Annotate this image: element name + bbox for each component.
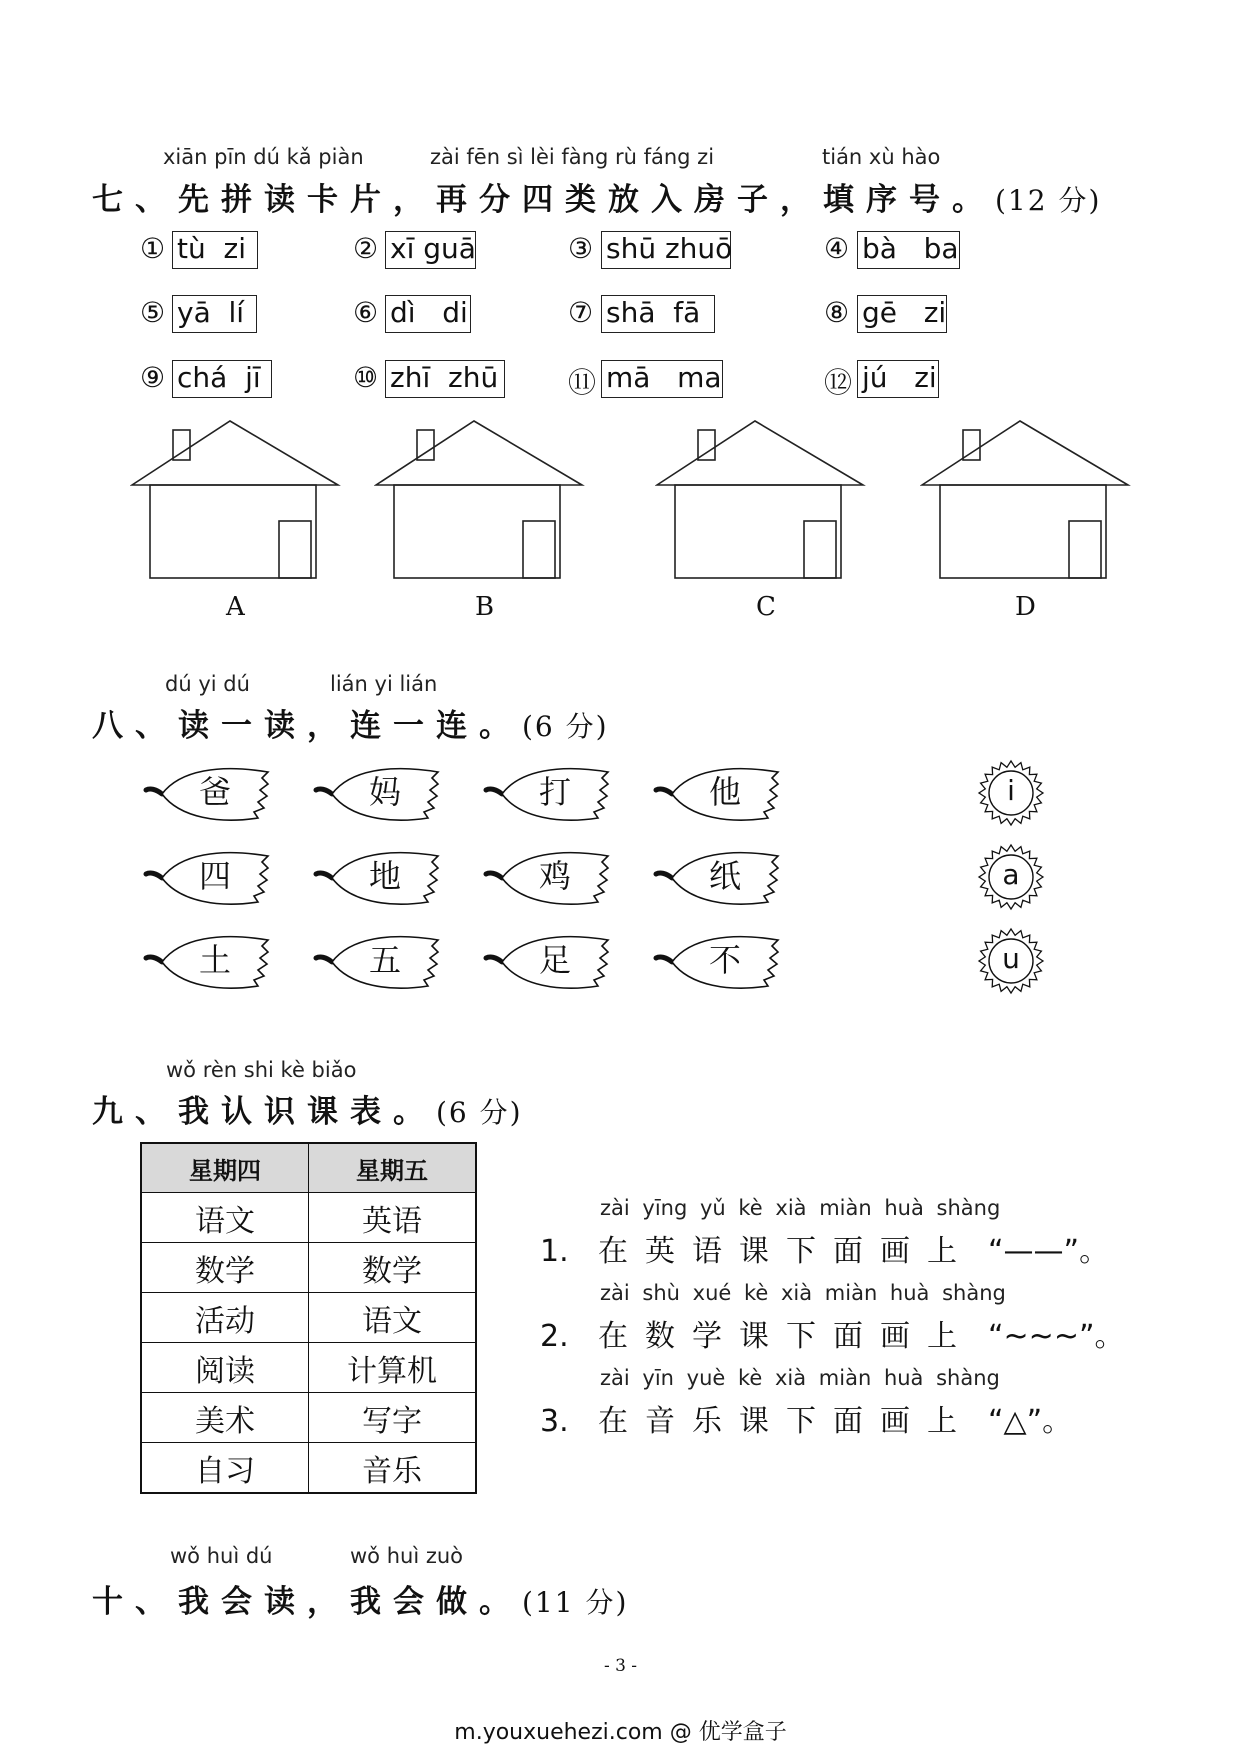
section10-title: [92, 1576, 628, 1621]
house-b-drawing: [374, 415, 594, 585]
leaf-character: 妈: [368, 773, 401, 811]
leaf-character: 打: [538, 773, 571, 811]
card-number: ①: [140, 232, 166, 265]
question-number: 1.: [540, 1234, 569, 1269]
section9-title-text: 九、我认识课表。: [92, 1094, 436, 1130]
sun-label: i: [1007, 774, 1015, 807]
column-header: 星期五: [309, 1143, 477, 1193]
question-number: 3.: [540, 1404, 569, 1439]
card-number: ⑥: [353, 296, 379, 329]
table-cell[interactable]: 语文: [309, 1293, 477, 1343]
card-number: ⑫: [824, 366, 853, 399]
leaf-card[interactable]: [650, 930, 785, 994]
leaf-character: 爸: [198, 773, 231, 811]
column-header: 星期四: [141, 1143, 309, 1193]
section8-title: [92, 700, 609, 745]
leaf-card[interactable]: [650, 762, 785, 826]
question-text: 在音乐课下面画上: [598, 1404, 974, 1439]
question-2: [540, 1311, 1125, 1355]
leaf-card[interactable]: [140, 846, 275, 910]
sun-u[interactable]: [977, 927, 1045, 995]
pinyin-card: shū zhuō: [601, 231, 731, 269]
house-label-d: D: [1015, 592, 1036, 622]
section7-pinyin-1: xiān pīn dú kǎ piàn: [163, 145, 364, 169]
table-cell[interactable]: 数学: [309, 1243, 477, 1293]
table-cell[interactable]: 英语: [309, 1193, 477, 1243]
section10-pinyin-1: wǒ huì dú: [170, 1544, 273, 1568]
question-number: 2.: [540, 1319, 569, 1354]
section9-score: (6 分): [436, 1096, 523, 1129]
table-row: [141, 1193, 476, 1243]
question-text: 在英语课下面画上: [598, 1234, 974, 1269]
table-header-row: [141, 1143, 476, 1193]
leaf-character: 五: [368, 941, 401, 979]
leaf-character: 不: [708, 941, 741, 979]
schedule-table: [140, 1142, 477, 1494]
question-mark: “~~~”。: [988, 1319, 1125, 1354]
table-cell[interactable]: 活动: [141, 1293, 309, 1343]
pinyin-card: shā fā: [601, 295, 715, 333]
watermark: m.youxuehezi.com @ 优学盒子: [454, 1720, 787, 1745]
leaf-card[interactable]: [310, 762, 445, 826]
question2-pinyin: zài shù xué kè xià miàn huà shàng: [600, 1281, 1006, 1305]
table-cell[interactable]: 自习: [141, 1443, 309, 1494]
section7-title-text: 七、先拼读卡片，再分四类放入房子，填序号。: [92, 182, 995, 218]
pinyin-card: jú zi: [857, 360, 939, 398]
section8-pinyin-1: dú yi dú: [165, 672, 250, 696]
table-cell[interactable]: 写字: [309, 1393, 477, 1443]
pinyin-card: xī guā: [385, 231, 476, 269]
section9-pinyin: wǒ rèn shi kè biǎo: [166, 1058, 357, 1082]
section10-pinyin-2: wǒ huì zuò: [350, 1544, 464, 1568]
house-d-drawing: [920, 415, 1140, 585]
card-number: ⑪: [568, 366, 597, 399]
question3-pinyin: zài yīn yuè kè xià miàn huà shàng: [600, 1366, 1000, 1390]
house-label-a: A: [226, 592, 245, 622]
pinyin-card: chá jī: [172, 360, 272, 398]
leaf-card[interactable]: [140, 762, 275, 826]
leaf-card[interactable]: [310, 930, 445, 994]
question-mark: “△”。: [988, 1404, 1073, 1439]
pinyin-card: tù zi: [172, 231, 258, 269]
table-cell[interactable]: 计算机: [309, 1343, 477, 1393]
table-row: [141, 1343, 476, 1393]
house-c-drawing: [655, 415, 875, 585]
section7-score: (12 分): [995, 184, 1102, 217]
leaf-character: 鸡: [538, 857, 571, 895]
question-3: [540, 1396, 1072, 1440]
pinyin-card: zhī zhū: [385, 360, 505, 398]
card-number: ⑧: [824, 296, 850, 329]
section8-score: (6 分): [522, 710, 609, 743]
leaf-character: 地: [368, 857, 401, 895]
card-number: ⑨: [140, 361, 166, 394]
pinyin-card: mā ma: [601, 360, 723, 398]
question-mark: “——”。: [988, 1234, 1110, 1269]
card-number: ③: [568, 232, 594, 265]
sun-i[interactable]: [977, 759, 1045, 827]
pinyin-card: yā lí: [172, 295, 257, 333]
house-label-c: C: [756, 592, 776, 622]
table-cell[interactable]: 音乐: [309, 1443, 477, 1494]
leaf-character: 土: [198, 941, 231, 979]
leaf-card[interactable]: [650, 846, 785, 910]
section7-pinyin-3: tián xù hào: [822, 145, 941, 169]
leaf-card[interactable]: [480, 762, 615, 826]
section10-score: (11 分): [522, 1586, 629, 1619]
table-row: [141, 1393, 476, 1443]
sun-a[interactable]: [977, 843, 1045, 911]
card-number: ⑤: [140, 296, 166, 329]
card-number: ④: [824, 232, 850, 265]
section10-title-text: 十、我会读，我会做。: [92, 1584, 522, 1620]
page-number: - 3 -: [603, 1656, 638, 1676]
table-cell[interactable]: 语文: [141, 1193, 309, 1243]
section7-title: [92, 174, 1101, 219]
card-number: ⑦: [568, 296, 594, 329]
section7-pinyin-2: zài fēn sì lèi fàng rù fáng zi: [430, 145, 715, 169]
leaf-character: 纸: [708, 857, 741, 895]
question-text: 在数学课下面画上: [598, 1319, 974, 1354]
card-number: ②: [353, 232, 379, 265]
question1-pinyin: zài yīng yǔ kè xià miàn huà shàng: [600, 1196, 1001, 1220]
card-number: ⑩: [353, 361, 379, 394]
question-1: [540, 1226, 1109, 1270]
section9-title: [92, 1086, 523, 1131]
table-cell[interactable]: 数学: [141, 1243, 309, 1293]
section8-title-text: 八、读一读，连一连。: [92, 708, 522, 744]
table-row: [141, 1293, 476, 1343]
pinyin-card: bà ba: [857, 231, 960, 269]
pinyin-card: gē zi: [857, 295, 947, 333]
leaf-card[interactable]: [140, 930, 275, 994]
leaf-card[interactable]: [480, 846, 615, 910]
table-row: [141, 1443, 476, 1494]
sun-label: a: [1002, 858, 1020, 891]
house-label-b: B: [475, 592, 495, 622]
leaf-card[interactable]: [310, 846, 445, 910]
sun-label: u: [1002, 942, 1020, 975]
table-cell[interactable]: 阅读: [141, 1343, 309, 1393]
house-a-drawing: [130, 415, 350, 585]
pinyin-card: dì di: [385, 295, 471, 333]
leaf-card[interactable]: [480, 930, 615, 994]
table-cell[interactable]: 美术: [141, 1393, 309, 1443]
leaf-character: 四: [198, 857, 231, 895]
section8-pinyin-2: lián yi lián: [330, 672, 438, 696]
table-row: [141, 1243, 476, 1293]
leaf-character: 他: [708, 773, 741, 811]
leaf-character: 足: [538, 941, 571, 979]
